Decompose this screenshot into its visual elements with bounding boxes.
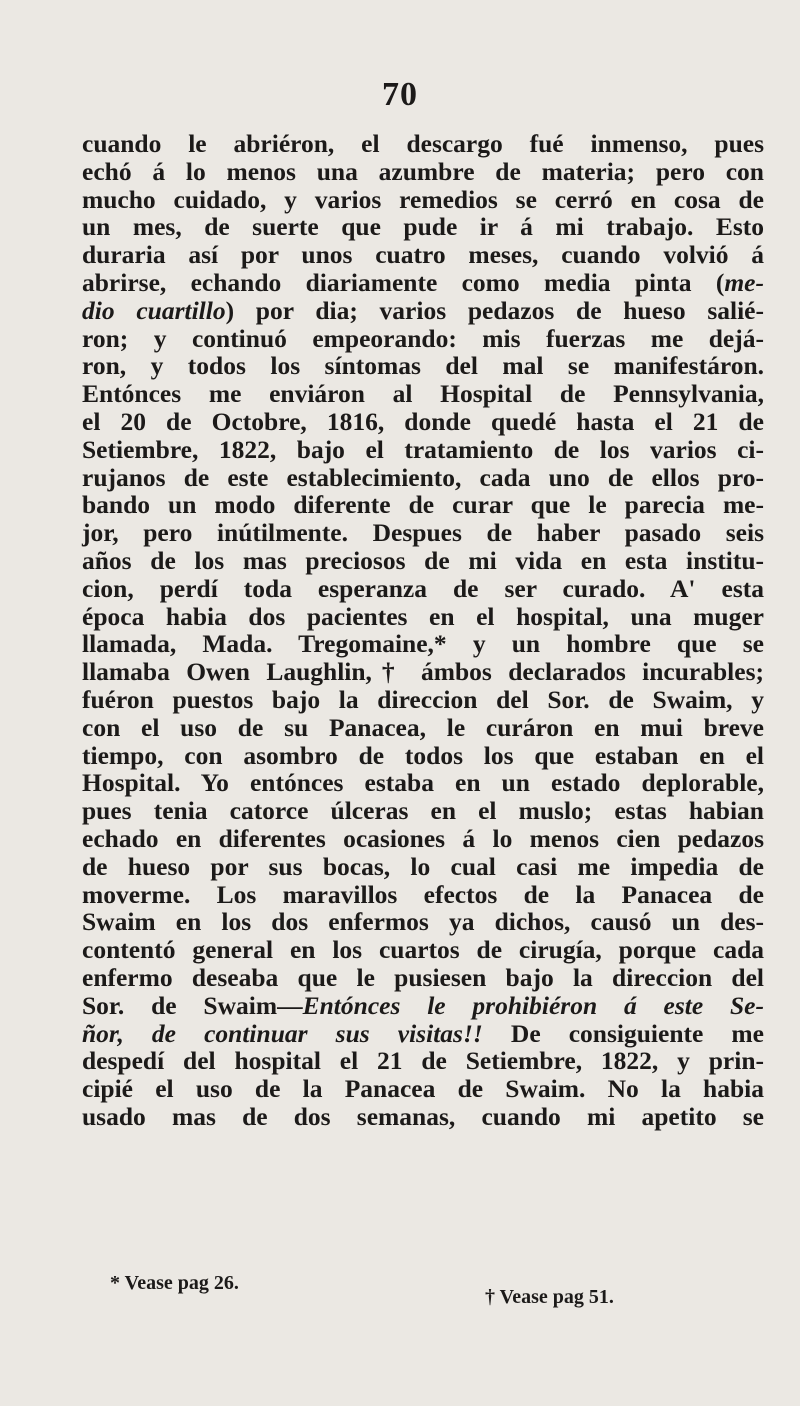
text-line: Entónces me enviáron al Hospital de Pennsylvania, <box>82 379 764 409</box>
text-run: Sor. de Swaim— <box>82 990 303 1020</box>
text-line: ron; y continuó empeorando: mis fuerzas me dejá- <box>82 323 764 353</box>
text-line: años de los mas preciosos de mi vida en esta institu- <box>82 545 764 575</box>
text-line: jor, pero inútilmente. Despues de haber pasado seis <box>82 518 764 548</box>
text-line: llamada, Mada. Tregomaine,* y un hombre que se <box>82 629 764 659</box>
text-run: ) por dia; varios pedazos de hueso salié- <box>225 295 764 325</box>
text-line: echó á lo menos una azumbre de materia; pero con <box>82 156 764 186</box>
text-line: un mes, de suerte que pude ir á mi trabajo. Esto <box>82 212 764 242</box>
footnotes <box>110 1272 770 1316</box>
text-line: cipié el uso de la Panacea de Swaim. No la habia <box>82 1074 764 1104</box>
text-line: fuéron puestos bajo la direccion del Sor. de Swaim, y <box>82 684 764 714</box>
text-line: tiempo, con asombro de todos los que estaban en el <box>82 740 764 770</box>
text-line: con el uso de su Panacea, le curáron en mui breve <box>82 712 764 742</box>
text-line: contentó general en los cuartos de cirugía, porque cada <box>82 935 764 965</box>
text-line: de hueso por sus bocas, lo cual casi me impedia de <box>82 851 764 881</box>
text-line: ron, y todos los síntomas del mal se manifestáron. <box>82 351 764 381</box>
text-line <box>82 992 764 1020</box>
text-line: duraria así por unos cuatro meses, cuando volvió á <box>82 240 764 270</box>
italic-run: ñor, de continuar sus visitas!! <box>82 1018 483 1048</box>
text-line: Swaim en los dos enfermos ya dichos, causó un des- <box>82 907 764 937</box>
italic-run: Entónces le prohibiéron á este Se- <box>302 990 764 1020</box>
text-line: cuando le abriéron, el descargo fué inmenso, pues <box>82 129 764 158</box>
italic-run: me- <box>724 267 764 297</box>
italic-run: dio cuartillo <box>82 295 226 325</box>
text-line: despedí del hospital el 21 de Setiembre, 1822, y prin- <box>82 1046 764 1076</box>
text-line <box>82 269 764 297</box>
body-text <box>82 130 764 1131</box>
text-line: Hospital. Yo entónces estaba en un estado deplorable, <box>82 768 764 798</box>
text-line: cion, perdí toda esperanza de ser curado. A' esta <box>82 573 764 603</box>
text-line <box>82 297 764 325</box>
text-line <box>82 1020 764 1048</box>
text-run: De consiguiente me <box>482 1018 764 1048</box>
text-line: época habia dos pacientes en el hospital, una muger <box>82 601 764 631</box>
text-line: el 20 de Octobre, 1816, donde quedé hasta el 21 de <box>82 406 764 436</box>
text-line: llamaba Owen Laughlin,† ámbos declarados incurables; <box>82 657 764 687</box>
text-line: usado mas de dos semanas, cuando mi apetito se <box>82 1101 764 1131</box>
text-line: enfermo deseaba que le pusiesen bajo la direccion del <box>82 962 764 992</box>
text-run: abrirse, echando diariamente como media pinta ( <box>82 267 725 297</box>
text-line: moverme. Los maravillos efectos de la Panacea de <box>82 879 764 909</box>
text-line: echado en diferentes ocasiones á lo menos cien pedazos <box>82 823 764 853</box>
text-line: bando un modo diferente de curar que le parecia me- <box>82 490 764 520</box>
footnote-2: † Vease pag 51. <box>485 1286 614 1308</box>
text-line: pues tenia catorce úlceras en el muslo; estas habian <box>82 796 764 826</box>
text-line: mucho cuidado, y varios remedios se cerró en cosa de <box>82 184 764 214</box>
text-line: rujanos de este establecimiento, cada uno de ellos pro- <box>82 462 764 492</box>
page-number: 70 <box>382 76 418 113</box>
text-line: Setiembre, 1822, bajo el tratamiento de los varios ci- <box>82 434 764 464</box>
footnote-1: * Vease pag 26. <box>110 1272 239 1294</box>
